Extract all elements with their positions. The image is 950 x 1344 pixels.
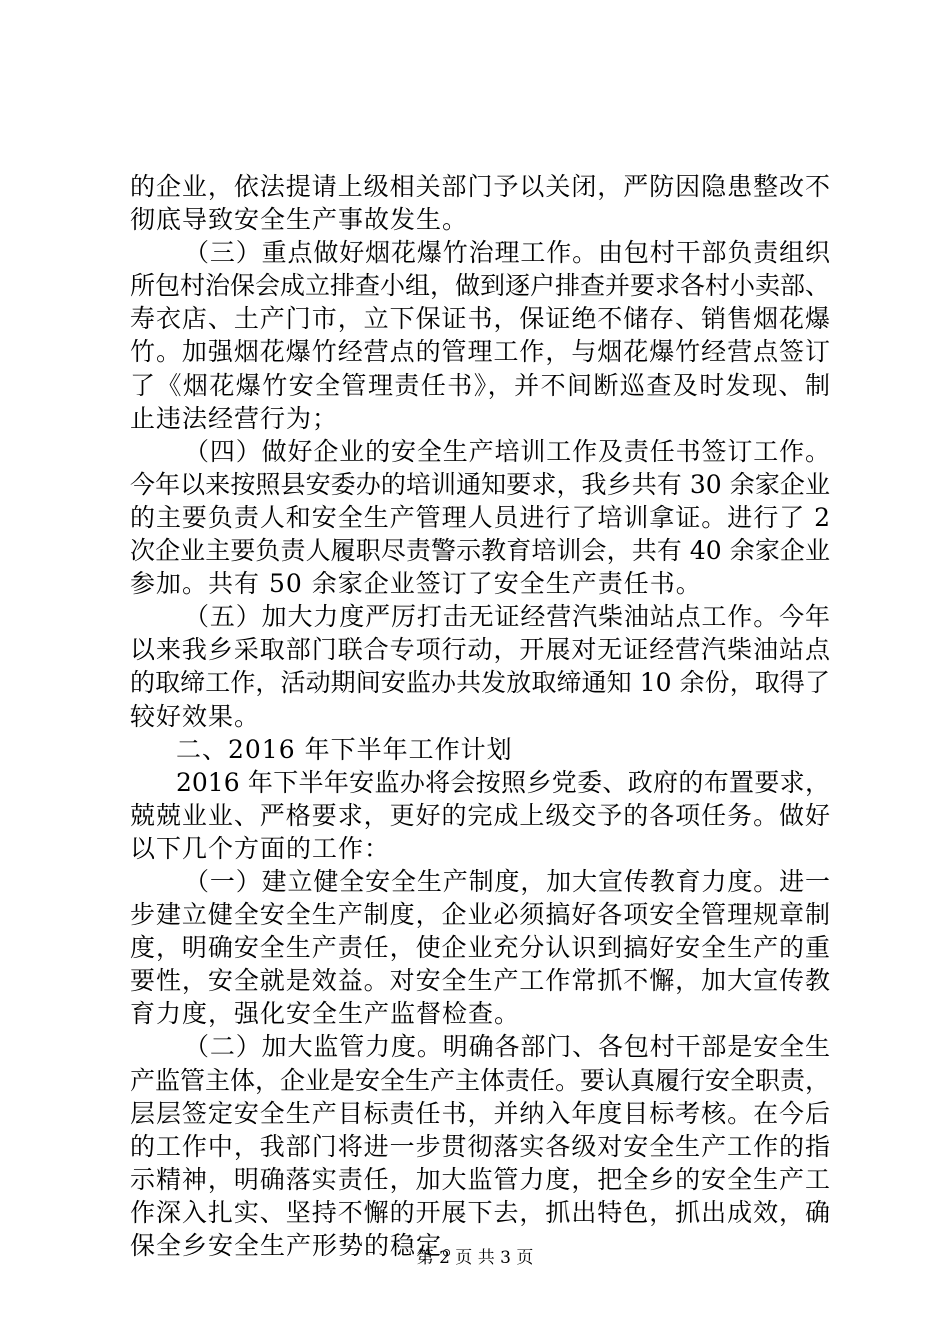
text-line: 育力度，强化安全生产监督检查。 [130, 999, 521, 1029]
text-line: 的主要负责人和安全生产管理人员进行了培训拿证。进行了 2 [130, 502, 830, 532]
text-line: 示精神，明确落实责任，加大监管力度，把全乡的安全生产工 [130, 1164, 830, 1194]
text-line: 2016 年下半年安监办将会按照乡党委、政府的布置要求， [176, 767, 830, 797]
text-line: 了《烟花爆竹安全管理责任书》，并不间断巡查及时发现、制 [130, 370, 830, 400]
text-line: 的取缔工作，活动期间安监办共发放取缔通知 10 余份，取得了 [130, 668, 830, 698]
text-line: 所包村治保会成立排查小组，做到逐户排查并要求各村小卖部、 [130, 271, 831, 301]
text-line: 层层签定安全生产目标责任书，并纳入年度目标考核。在今后 [130, 1098, 830, 1128]
text-line: 要性，安全就是效益。对安全生产工作常抓不懈，加大宣传教 [130, 966, 830, 996]
text-line: 步建立健全安全生产制度，企业必须搞好各项安全管理规章制 [130, 900, 830, 930]
page-footer: 第 2 页 共 3 页 [416, 1248, 534, 1268]
text-line: （五）加大力度严厉打击无证经营汽柴油站点工作。今年 [184, 602, 830, 632]
text-line: 的企业，依法提请上级相关部门予以关闭，严防因隐患整改不 [130, 172, 830, 201]
text-line: 产监管主体，企业是安全生产主体责任。要认真履行安全职责， [130, 1065, 831, 1095]
text-line: 以下几个方面的工作： [130, 833, 391, 863]
text-line: 度，明确安全生产责任，使企业充分认识到搞好安全生产的重 [130, 933, 830, 963]
document-body [130, 170, 830, 1262]
text-line: 今年以来按照县安委办的培训通知要求，我乡共有 30 余家企业 [130, 469, 830, 499]
text-line: 竹。加强烟花爆竹经营点的管理工作，与烟花爆竹经营点签订 [130, 337, 830, 367]
text-line: 作深入扎实、坚持不懈的开展下去，抓出特色，抓出成效，确 [130, 1197, 830, 1227]
text-line: 较好效果。 [130, 701, 261, 731]
text-line: 二、2016 年下半年工作计划 [176, 734, 513, 764]
text-line: 寿衣店、土产门市，立下保证书，保证绝不储存、销售烟花爆 [130, 304, 830, 334]
text-line: 彻底导致安全生产事故发生。 [130, 205, 469, 235]
text-line: 的工作中，我部门将进一步贯彻落实各级对安全生产工作的指 [130, 1131, 830, 1161]
text-line: 保全乡安全生产形势的稳定。 [130, 1231, 469, 1260]
text-line: 次企业主要负责人履职尽责警示教育培训会，共有 40 余家企业 [130, 536, 830, 566]
text-line: 兢兢业业、严格要求，更好的完成上级交予的各项任务。做好 [130, 800, 830, 830]
text-line: 止违法经营行为； [130, 403, 339, 433]
text-line: （四）做好企业的安全生产培训工作及责任书签订工作。 [184, 436, 830, 466]
text-line: （三）重点做好烟花爆竹治理工作。由包村干部负责组织 [184, 238, 830, 268]
text-line: 参加。共有 50 余家企业签订了安全生产责任书。 [130, 569, 702, 599]
text-line: 以来我乡采取部门联合专项行动，开展对无证经营汽柴油站点 [130, 635, 830, 665]
text-line: （一）建立健全安全生产制度，加大宣传教育力度。进一 [184, 866, 830, 896]
text-line: （二）加大监管力度。明确各部门、各包村干部是安全生 [184, 1032, 830, 1062]
